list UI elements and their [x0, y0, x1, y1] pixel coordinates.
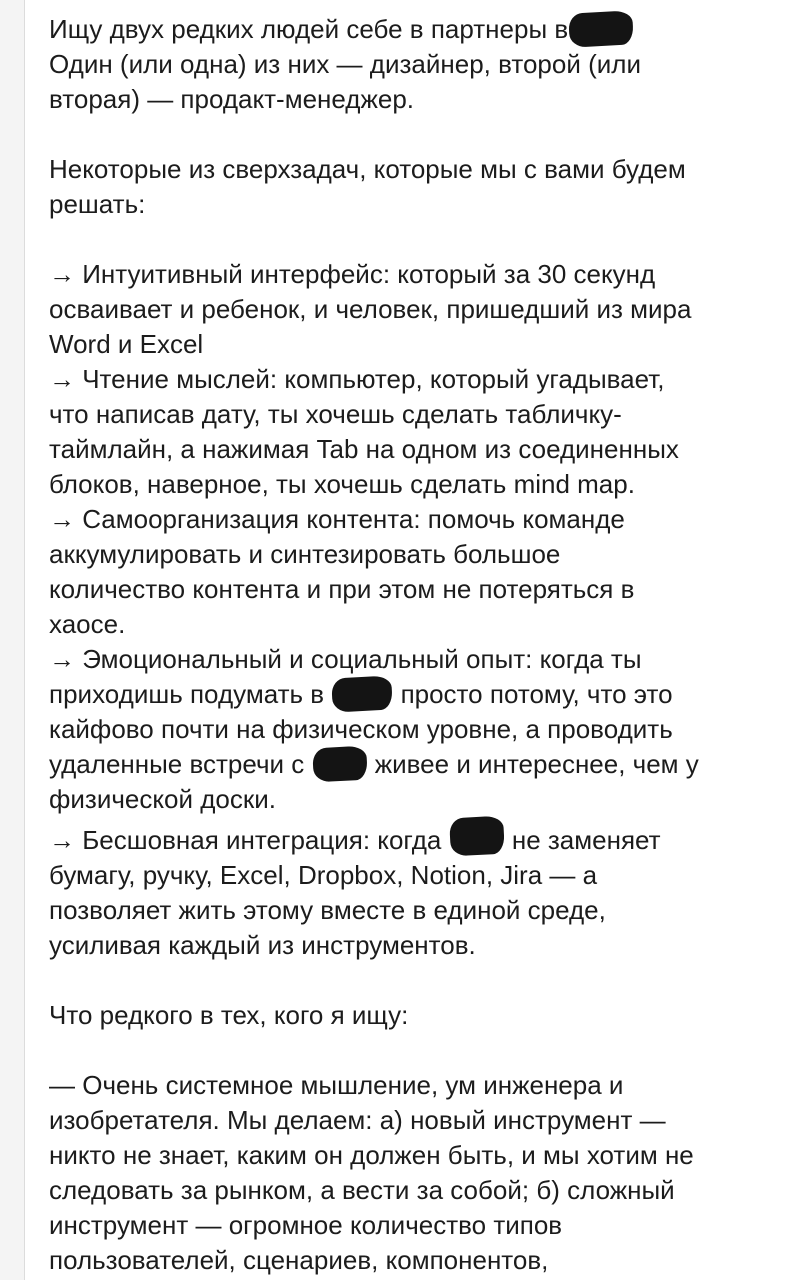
text-line: осваивает и ребенок, и человек, пришедший из мира [49, 294, 692, 324]
document-page [24, 0, 808, 1280]
text-line: → Самоорганизация контента: помочь команде [49, 504, 625, 534]
text-line: удаленные встречи с живее и интереснее, чем у [49, 747, 789, 782]
task-item-interface [49, 257, 789, 362]
text-line: позволяет жить этому вместе в единой среде, [49, 895, 606, 925]
text-line: пользователей, сценариев, компонентов, [49, 1245, 549, 1275]
redacted-word [331, 675, 393, 712]
text-line: приходишь подумать в просто потому, что это [49, 677, 789, 712]
redacted-word [312, 746, 368, 783]
text-line: кайфово почти на физическом уровне, а проводить [49, 714, 673, 744]
text-line: вторая) — продакт-менеджер. [49, 84, 415, 114]
post-text [49, 12, 789, 1278]
task-item-integration [49, 817, 789, 963]
text-line: решать: [49, 189, 146, 219]
task-item-self-organization [49, 502, 789, 642]
redacted-word [449, 816, 505, 857]
text-line: → Чтение мыслей: компьютер, который угадывает, [49, 364, 665, 394]
text-line: — Очень системное мышление, ум инженера и [49, 1070, 624, 1100]
paragraph-gap [49, 117, 789, 152]
intro-paragraph [49, 12, 789, 117]
text-line: Некоторые из сверхзадач, которые мы с вами будем [49, 154, 686, 184]
text-line: Word и Excel [49, 329, 204, 359]
text-line: аккумулировать и синтезировать большое [49, 539, 561, 569]
text-line: физической доски. [49, 784, 276, 814]
paragraph-gap [49, 963, 789, 998]
rare-heading: Что редкого в тех, кого я ищу: [49, 1000, 409, 1030]
paragraph-gap [49, 1033, 789, 1068]
task-item-mind-reading [49, 362, 789, 502]
text-line: → Бесшовная интеграция: когда не заменяет [49, 817, 789, 858]
text-line: количество контента и при этом не потеряться в [49, 574, 635, 604]
text-line: таймлайн, а нажимая Tab на одном из соединенных [49, 434, 679, 464]
text-line: Ищу двух редких людей себе в партнеры в [49, 12, 789, 47]
text-line: бумагу, ручку, Excel, Dropbox, Notion, Jira — а [49, 860, 598, 890]
text-line: блоков, наверное, ты хочешь сделать mind map. [49, 469, 635, 499]
redacted-word [568, 10, 634, 47]
text-line: Один (или одна) из них — дизайнер, второй (или [49, 49, 641, 79]
text-line: что написав дату, ты хочешь сделать табличку- [49, 399, 622, 429]
rare-item-systems-thinking [49, 1068, 789, 1278]
text-line: → Интуитивный интерфейс: который за 30 секунд [49, 259, 656, 289]
paragraph-gap [49, 222, 789, 257]
text-line: изобретателя. Мы делаем: а) новый инструмент — [49, 1105, 666, 1135]
tasks-heading [49, 152, 789, 222]
text-line: следовать за рынком, а вести за собой; б) сложный [49, 1175, 675, 1205]
text-line: никто не знает, каким он должен быть, и мы хотим не [49, 1140, 694, 1170]
task-item-emotional-experience [49, 642, 789, 817]
text-line: усиливая каждый из инструментов. [49, 930, 476, 960]
text-line: → Эмоциональный и социальный опыт: когда ты [49, 644, 642, 674]
text-line: инструмент — огромное количество типов [49, 1210, 563, 1240]
text-line: хаосе. [49, 609, 126, 639]
